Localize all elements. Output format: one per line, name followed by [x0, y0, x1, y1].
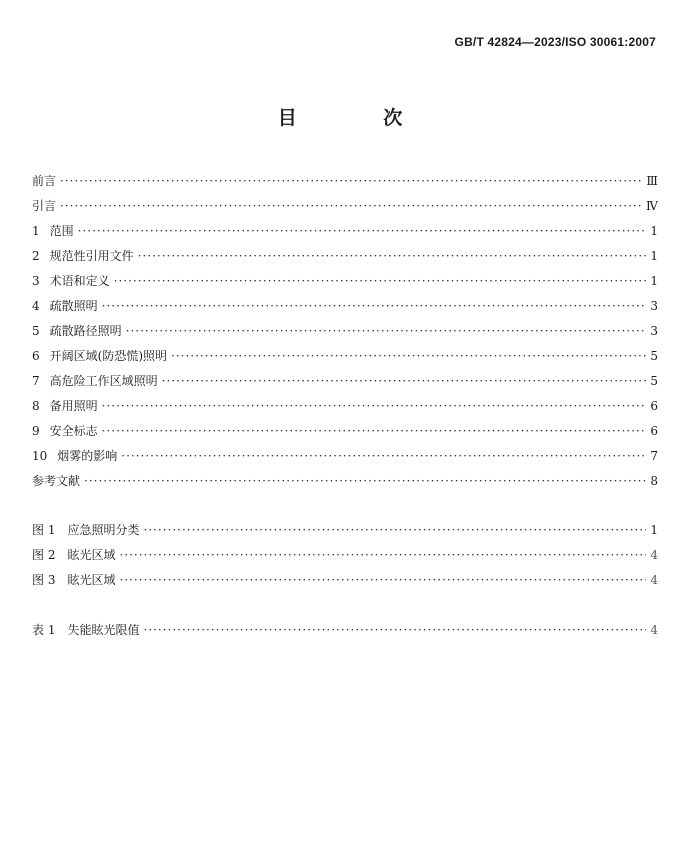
toc-entry-escape-route-lighting[interactable]	[32, 322, 658, 340]
toc-entry-page: 6	[650, 399, 658, 413]
toc-leader-dots	[126, 322, 646, 340]
toc-figure-2[interactable]	[32, 546, 658, 564]
toc-entry-page: 7	[650, 449, 658, 463]
toc-entry-label: 疏散路径照明	[49, 324, 122, 338]
toc-figure-number: 图 1	[32, 523, 56, 537]
toc-leader-dots	[119, 571, 646, 589]
toc-entry-number: 10	[32, 449, 48, 463]
standard-number: GB/T 42824—2023/ISO 30061:2007	[454, 35, 656, 49]
toc-figure-1[interactable]	[32, 521, 658, 539]
toc-entry-terms[interactable]	[32, 272, 658, 290]
toc-entry-label: 范围	[49, 224, 74, 238]
toc-leader-dots	[121, 447, 646, 465]
toc-entry-high-risk-task-area-lighting[interactable]	[32, 372, 658, 390]
toc-entry-foreword[interactable]	[32, 172, 658, 190]
toc-entry-standby-lighting[interactable]	[32, 397, 658, 415]
toc-leader-dots	[162, 372, 646, 390]
toc-figure-page: 1	[650, 523, 658, 537]
toc-entry-number: 4	[32, 299, 40, 313]
toc-entry-number: 3	[32, 274, 40, 288]
toc-entry-label: 高危险工作区域照明	[49, 374, 158, 388]
toc-entry-scope[interactable]	[32, 222, 658, 240]
toc-entry-page: 3	[650, 324, 658, 338]
toc-leader-dots	[102, 422, 646, 440]
toc-entry-label: 规范性引用文件	[49, 249, 134, 263]
toc-figure-label: 眩光区域	[67, 548, 116, 562]
toc-entry-label: 开阔区域(防恐慌)照明	[49, 349, 168, 363]
toc-entry-page: Ⅲ	[646, 174, 658, 188]
toc-leader-dots	[102, 397, 646, 415]
toc-leader-dots	[84, 472, 646, 490]
toc-entry-label: 烟雾的影响	[57, 449, 118, 463]
toc-entry-label: 引言	[32, 199, 57, 213]
toc-entry-normative-references[interactable]	[32, 247, 658, 265]
toc-table-1[interactable]	[32, 621, 658, 639]
toc-entry-number: 8	[32, 399, 40, 413]
toc-entry-page: 1	[650, 249, 658, 263]
toc-entry-page: 8	[650, 474, 658, 488]
toc-entry-label: 安全标志	[49, 424, 98, 438]
toc-entry-page: 3	[650, 299, 658, 313]
toc-figure-number: 图 2	[32, 548, 56, 562]
toc-entry-safety-signs[interactable]	[32, 422, 658, 440]
toc-table-label: 失能眩光限值	[67, 623, 140, 637]
toc-table-number: 表 1	[32, 623, 56, 637]
toc-entry-label: 疏散照明	[49, 299, 98, 313]
toc-entry-introduction[interactable]	[32, 197, 658, 215]
toc-entry-page: Ⅳ	[646, 199, 658, 213]
toc-entry-number: 2	[32, 249, 40, 263]
toc-figure-number: 图 3	[32, 573, 56, 587]
toc-entry-page: 5	[650, 349, 658, 363]
toc-leader-dots	[60, 172, 642, 190]
toc-leader-dots	[119, 546, 646, 564]
toc-entry-label: 参考文献	[32, 474, 81, 488]
toc-entry-smoke-effects[interactable]	[32, 447, 658, 465]
page-title: 目 次	[277, 107, 443, 129]
toc-figure-page: 4	[650, 548, 658, 562]
toc-entry-open-area-lighting[interactable]	[32, 347, 658, 365]
toc-figure-label: 应急照明分类	[67, 523, 140, 537]
toc-leader-dots	[171, 347, 646, 365]
toc-figure-3[interactable]	[32, 571, 658, 589]
toc-leader-dots	[78, 222, 646, 240]
toc-entry-number: 5	[32, 324, 40, 338]
toc-leader-dots	[143, 621, 646, 639]
toc-leader-dots	[60, 197, 642, 215]
toc-table-page: 4	[650, 623, 658, 637]
toc-figure-page: 4	[650, 573, 658, 587]
toc-leader-dots	[138, 247, 646, 265]
toc-entry-page: 6	[650, 424, 658, 438]
toc-leader-dots	[102, 297, 646, 315]
toc-entry-number: 9	[32, 424, 40, 438]
toc-entry-bibliography[interactable]	[32, 472, 658, 490]
toc-entry-escape-lighting[interactable]	[32, 297, 658, 315]
toc-entry-page: 1	[650, 224, 658, 238]
toc-leader-dots	[114, 272, 646, 290]
toc-figure-label: 眩光区域	[67, 573, 116, 587]
toc-entry-number: 1	[32, 224, 40, 238]
toc-entry-number: 7	[32, 374, 40, 388]
toc-entry-label: 术语和定义	[49, 274, 110, 288]
toc-entry-number: 6	[32, 349, 40, 363]
toc-entry-page: 1	[650, 274, 658, 288]
toc-entry-page: 5	[650, 374, 658, 388]
toc-entry-label: 前言	[32, 174, 57, 188]
toc-entry-label: 备用照明	[49, 399, 98, 413]
toc-leader-dots	[143, 521, 646, 539]
